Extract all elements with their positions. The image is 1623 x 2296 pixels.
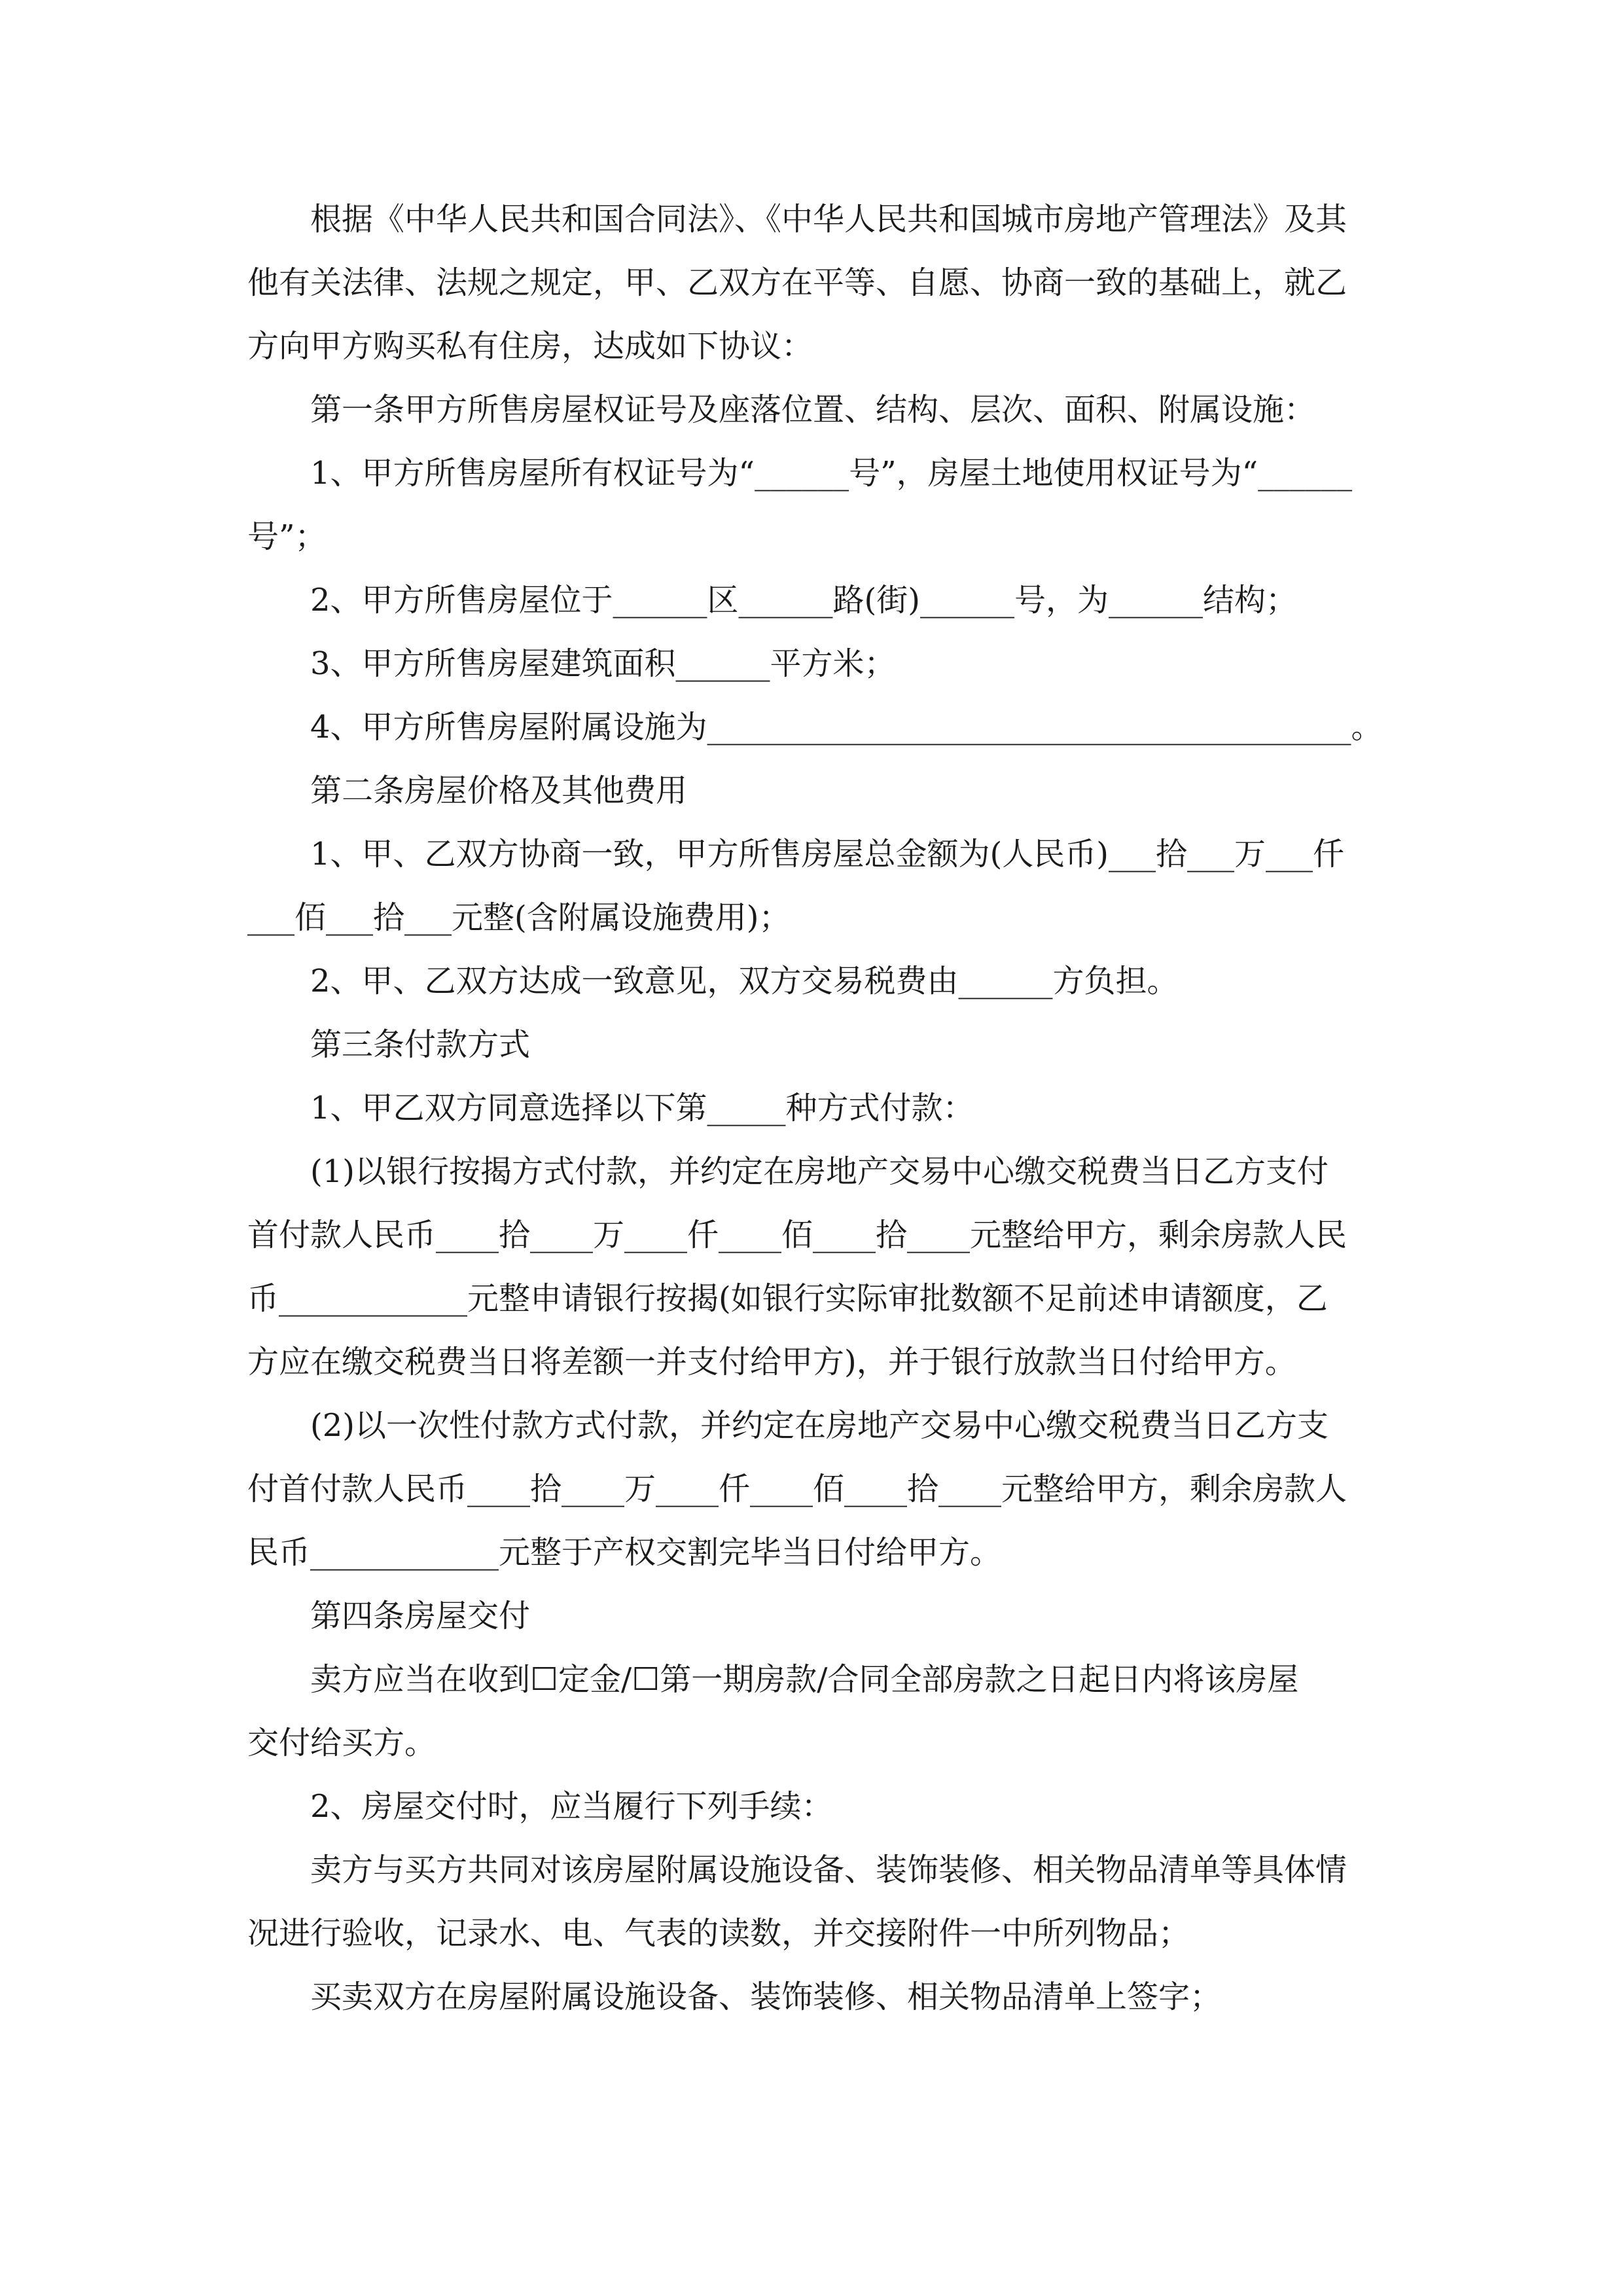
article-2-item-2: 2、甲、乙双方达成一致意见，双方交易税费由______方负担。 bbox=[310, 963, 1179, 999]
article-2-heading: 第二条房屋价格及其他费用 bbox=[310, 772, 688, 809]
article-4-paragraph-1-line-1: 卖方应当在收到☐定金/☐第一期房款/合同全部房款之日起日内将该房屋 bbox=[310, 1661, 1299, 1698]
article-4-item-2: 2、房屋交付时，应当履行下列手续： bbox=[310, 1788, 833, 1825]
article-4-paragraph-2-line-1: 卖方与买方共同对该房屋附属设施设备、装饰装修、相关物品清单等具体情 bbox=[310, 1852, 1347, 1888]
article-3-option-2-line-2: 付首付款人民币____拾____万____仟____佰____拾____元整给甲方，剩余房款人 bbox=[247, 1471, 1347, 1507]
article-1-item-1-line-1: 1、甲方所售房屋所有权证号为“______号”，房屋土地使用权证号为“______ bbox=[310, 455, 1353, 492]
paragraph-intro-line-2: 他有关法律、法规之规定，甲、乙双方在平等、自愿、协商一致的基础上，就乙 bbox=[247, 264, 1347, 301]
article-4-paragraph-1-line-2: 交付给买方。 bbox=[247, 1725, 437, 1761]
article-3-option-1-line-2: 首付款人民币____拾____万____仟____佰____拾____元整给甲方，剩余房款人民 bbox=[247, 1217, 1347, 1253]
article-3-option-2-line-3: 民币____________元整于产权交割完毕当日付给甲方。 bbox=[247, 1534, 1002, 1571]
article-3-option-1-line-4: 方应在缴交税费当日将差额一并支付给甲方)，并于银行放款当日付给甲方。 bbox=[247, 1344, 1296, 1380]
paragraph-intro-line-1: 根据《中华人民共和国合同法》、《中华人民共和国城市房地产管理法》及其 bbox=[310, 201, 1347, 238]
article-4-heading: 第四条房屋交付 bbox=[310, 1598, 531, 1634]
article-1-item-3: 3、甲方所售房屋建筑面积______平方米； bbox=[310, 645, 896, 682]
article-4-paragraph-2-line-2: 况进行验收，记录水、电、气表的读数，并交接附件一中所列物品； bbox=[247, 1915, 1190, 1952]
article-3-option-2-line-1: (2)以一次性付款方式付款，并约定在房地产交易中心缴交税费当日乙方支 bbox=[310, 1407, 1329, 1444]
article-4-paragraph-3: 买卖双方在房屋附属设施设备、装饰装修、相关物品清单上签字； bbox=[310, 1979, 1222, 2015]
article-3-option-1-line-3: 币____________元整申请银行按揭(如银行实际审批数额不足前述申请额度，乙 bbox=[247, 1280, 1328, 1317]
article-2-item-1-line-2: ___佰___拾___元整(含附属设施费用)； bbox=[247, 899, 791, 936]
article-1-item-4: 4、甲方所售房屋附属设施为_________________________________________。 bbox=[310, 709, 1383, 745]
article-1-item-2: 2、甲方所售房屋位于______区______路(街)______号，为______结构； bbox=[310, 582, 1297, 619]
article-2-item-1-line-1: 1、甲、乙双方协商一致，甲方所售房屋总金额为(人民币)___拾___万___仟 bbox=[310, 836, 1344, 872]
article-3-heading: 第三条付款方式 bbox=[310, 1026, 531, 1063]
article-3-item-1: 1、甲乙双方同意选择以下第_____种方式付款： bbox=[310, 1090, 974, 1126]
article-1-item-1-line-2: 号”； bbox=[247, 518, 327, 555]
article-3-option-1-line-1: (1)以银行按揭方式付款，并约定在房地产交易中心缴交税费当日乙方支付 bbox=[310, 1153, 1329, 1190]
article-1-heading: 第一条甲方所售房屋权证号及座落位置、结构、层次、面积、附属设施： bbox=[310, 391, 1316, 428]
paragraph-intro-line-3: 方向甲方购买私有住房，达成如下协议： bbox=[247, 328, 813, 365]
